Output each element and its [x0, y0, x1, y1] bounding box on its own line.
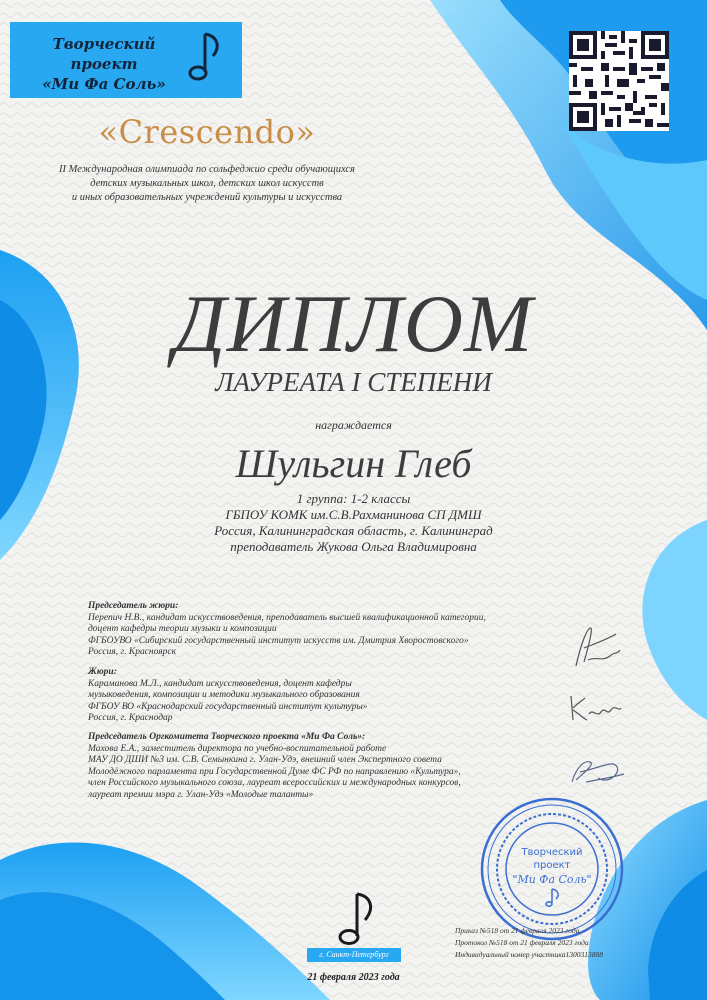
city-label: г. Санкт-Петербург — [307, 948, 401, 962]
org-chair-line: член Российского музыкального союза, лауреат всероссийских и международных конкурсов, — [88, 778, 461, 788]
music-note-icon — [185, 28, 225, 88]
org-chair-line: Махова Е.А., заместитель директора по учебно-воспитательной работе — [88, 743, 387, 754]
org-chair-line: МАУ ДО ДШИ №3 им. С.В. Семынкина г. Улан-Удэ, внешний член Экспертного совета — [88, 755, 442, 765]
stamp-line-2: проект — [533, 860, 571, 871]
recipient-info — [0, 491, 707, 555]
signature-jury — [565, 688, 625, 728]
stamp-line-1: Творческий — [521, 847, 583, 858]
teacher-line: преподаватель Жукова Ольга Владимировна — [230, 539, 477, 554]
diploma-title: ДИПЛОМ — [173, 278, 534, 369]
jury-member-line: музыковедения, композиции и методики музыкального образования — [88, 690, 360, 700]
group-line: 1 группа: 1-2 классы — [296, 491, 411, 506]
contest-desc-line-3: и иных образовательных учреждений культуры и искусства — [71, 192, 343, 203]
awarded-label: награждается — [315, 418, 392, 432]
order-line: Приказ №518 от 21 февраля 2023 года — [455, 926, 580, 935]
jury-chair-line: Россия, г. Красноярск — [88, 647, 177, 657]
logo-line-2: «Ми Фа Соль» — [42, 75, 166, 93]
stamp-line-3: "Ми Фа Соль" — [512, 873, 592, 886]
recipient-name: Шульгин Глеб — [235, 441, 472, 486]
jury-member-line: ФГБОУ ВО «Краснодарский государственный институт культуры» — [88, 701, 368, 712]
qr-code — [569, 31, 669, 131]
jury-chair-heading: Председатель жюри: — [88, 601, 179, 611]
music-note-icon — [333, 890, 377, 950]
logo-text — [24, 34, 184, 94]
participant-id-line: Индивидуальный номер участника1300313888 — [455, 950, 603, 959]
jury-member-line: Россия, г. Краснодар — [88, 713, 173, 723]
location-line: Россия, Калининградская область, г. Калининград — [214, 523, 493, 538]
official-stamp — [478, 795, 626, 943]
logo-line-1: Творческий проект — [52, 35, 156, 73]
school-line: ГБПОУ КОМК им.С.В.Рахманинова СП ДМШ — [225, 507, 482, 522]
jury-chair-line: ФГБОУВО «Сибирский государственный институт искусств им. Дмитрия Хворостовского» — [88, 635, 469, 646]
issue-date: 21 февраля 2023 года — [307, 972, 400, 983]
contest-desc-line-1: II Международная олимпиада по сольфеджио среди обучающихся — [59, 164, 355, 175]
jury-chair-block — [88, 601, 558, 659]
signature-chair — [566, 618, 626, 678]
jury-chair-line: доцент кафедры теории музыки и композиции — [88, 624, 277, 634]
signature-org — [566, 752, 628, 792]
contest-description — [20, 163, 394, 205]
jury-member-heading: Жюри: — [88, 667, 117, 677]
contest-desc-line-2: детских музыкальных школ, детских школ искусств — [90, 178, 324, 189]
org-chair-line: Молодёжного парламента при Государственной Думе ФС РФ по направлению «Культура», — [88, 766, 461, 777]
jury-chair-line: Перепич Н.В., кандидат искусствоведения, преподаватель высшей квалификационной категории, — [88, 612, 486, 623]
jury-member-line: Караманова М.Л., кандидат искусствоведения, доцент кафедры — [88, 678, 352, 689]
order-info — [455, 925, 645, 961]
contest-title: «Crescendo» — [98, 113, 316, 151]
protocol-line: Протокол №518 от 21 февраля 2023 года — [455, 938, 589, 947]
org-chair-line: лауреат премии мэра г. Улан-Удэ «Молодые таланты» — [88, 789, 314, 800]
jury-member-block — [88, 667, 558, 725]
diploma-degree: ЛАУРЕАТА I СТЕПЕНИ — [215, 367, 492, 397]
org-chair-heading: Председатель Оргкомитета Творческого проекта «Ми Фа Соль»: — [88, 732, 366, 742]
org-chair-block — [88, 732, 558, 801]
